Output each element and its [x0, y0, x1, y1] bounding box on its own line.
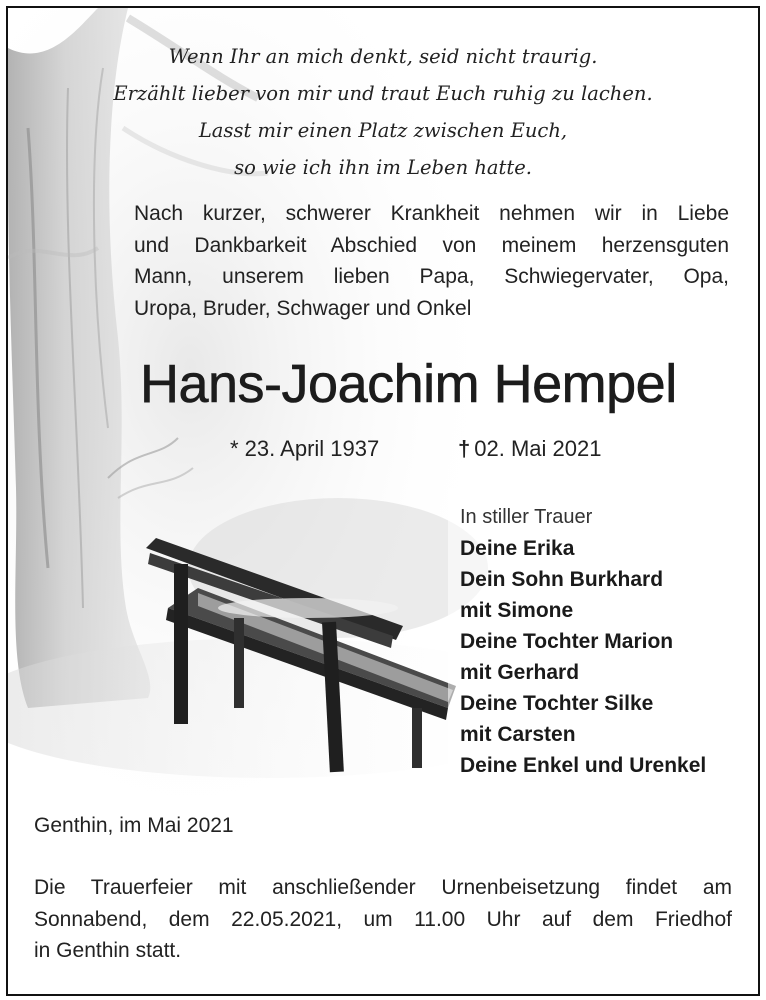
intro-line: und Dankbarkeit Abschied von meinem herzensguten: [134, 233, 729, 257]
obituary-notice: [6, 6, 760, 996]
intro-line: Uropa, Bruder, Schwager und Onkel: [134, 296, 472, 320]
poem-line: Wenn Ihr an mich denkt, seid nicht traurig.: [168, 45, 598, 68]
poem: [8, 38, 758, 186]
deceased-name: Hans-Joachim Hempel: [140, 354, 677, 414]
funeral-info: [34, 872, 732, 967]
death-date-line: [458, 436, 601, 462]
funeral-line: Die Trauerfeier mit anschließender Urnenbeisetzung findet am: [34, 876, 732, 899]
mourner-name: Deine Erika: [460, 537, 575, 560]
mourners-heading: In stiller Trauer: [460, 506, 593, 528]
mourner-name: Deine Tochter Silke: [460, 692, 654, 715]
mourner-name: Deine Enkel und Urenkel: [460, 754, 707, 777]
cross-icon: †: [458, 436, 471, 461]
intro-text: [134, 198, 729, 324]
mourner-name: Deine Tochter Marion: [460, 630, 674, 653]
death-date: 02. Mai 2021: [474, 436, 602, 461]
mourner-name: mit Gerhard: [460, 661, 580, 684]
poem-line: Erzählt lieber von mir und traut Euch ruhig zu lachen.: [113, 82, 653, 105]
mourner-name: Dein Sohn Burkhard: [460, 568, 664, 591]
place-and-date: Genthin, im Mai 2021: [34, 814, 234, 837]
mourners-block: [460, 502, 760, 781]
intro-line: Nach kurzer, schwerer Krankheit nehmen wir in Liebe: [134, 202, 729, 225]
poem-line: so wie ich ihn im Leben hatte.: [234, 156, 532, 179]
birth-date: * 23. April 1937: [230, 436, 380, 461]
funeral-line: Sonnabend, dem 22.05.2021, um 11.00 Uhr auf dem Friedhof: [34, 907, 732, 931]
intro-line: Mann, unserem lieben Papa, Schwiegervater, Opa,: [134, 265, 729, 288]
mourner-name: mit Carsten: [460, 723, 576, 746]
poem-line: Lasst mir einen Platz zwischen Euch,: [198, 119, 568, 142]
mourner-name: mit Simone: [460, 599, 574, 622]
funeral-line: in Genthin statt.: [34, 939, 182, 962]
